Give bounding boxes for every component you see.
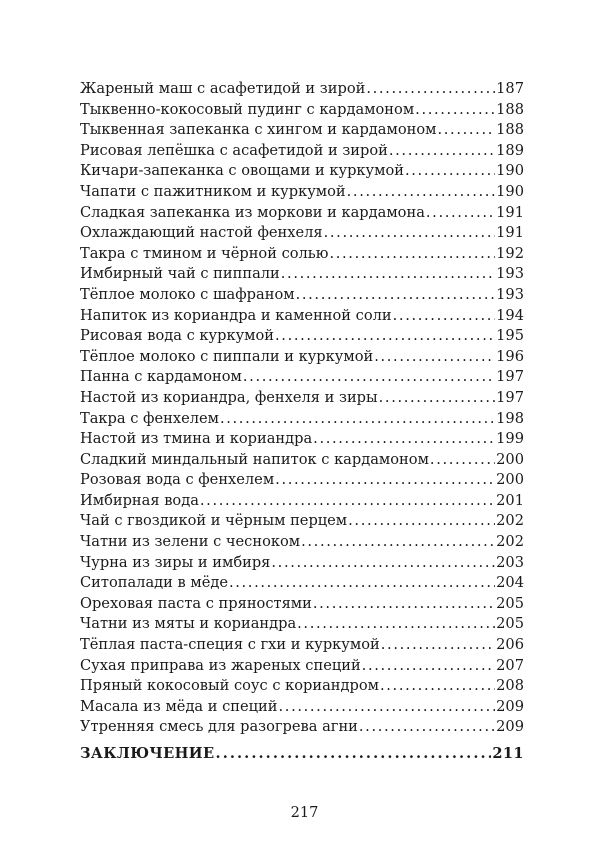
toc-entry xyxy=(80,409,524,430)
toc-entry-title: Сладкая запеканка из моркови и кардамона xyxy=(80,203,425,221)
toc-leader-dots xyxy=(430,450,495,471)
toc-entry-page: 198 xyxy=(496,409,524,427)
toc-entry-page: 190 xyxy=(496,162,524,180)
toc-entry-page: 190 xyxy=(496,182,524,200)
toc-leader-dots xyxy=(393,306,496,327)
toc-entry xyxy=(80,203,524,224)
toc-leader-dots xyxy=(329,244,495,265)
toc-entry-page: 193 xyxy=(496,265,524,283)
toc-entry-page: 200 xyxy=(496,450,524,468)
toc-leader-dots xyxy=(313,594,495,615)
toc-entry-title: Панна с кардамоном xyxy=(80,368,242,386)
toc-entry-page: 193 xyxy=(496,285,524,303)
toc-leader-dots xyxy=(362,656,495,677)
toc-entry-page: 199 xyxy=(496,430,524,448)
toc-entry-page: 201 xyxy=(496,491,524,509)
toc-entry xyxy=(80,326,524,347)
toc-entry xyxy=(80,594,524,615)
toc-entry-page: 191 xyxy=(496,203,524,221)
toc-leader-dots xyxy=(359,717,495,738)
toc-entry-title: Имбирный чай с пиппали xyxy=(80,265,280,283)
toc-entry-page: 188 xyxy=(496,121,524,139)
toc-entry-page: 204 xyxy=(496,574,524,592)
toc-leader-dots xyxy=(275,470,495,491)
toc-entry-title: Тёплое молоко с пиппали и куркумой xyxy=(80,347,374,365)
toc-leader-dots xyxy=(405,161,495,182)
toc-entry-page: 202 xyxy=(496,512,524,530)
toc-leader-dots xyxy=(296,285,496,306)
toc-entry-title: Напиток из кориандра и каменной соли xyxy=(80,306,392,324)
toc-entry xyxy=(80,532,524,553)
toc-entry-title: ЗАКЛЮЧЕНИЕ xyxy=(80,745,215,762)
toc-entry-title: Такра с фенхелем xyxy=(80,409,219,427)
toc-entry-page: 197 xyxy=(496,368,524,386)
toc-entry-conclusion xyxy=(80,744,524,765)
toc-leader-dots xyxy=(348,511,495,532)
toc-leader-dots xyxy=(313,429,495,450)
toc-entry-title: Чапати с пажитником и куркумой xyxy=(80,182,346,200)
toc-entry-title: Сухая приправа из жареных специй xyxy=(80,656,361,674)
toc-entry-title: Масала из мёда и специй xyxy=(80,697,278,715)
toc-entry-page: 208 xyxy=(496,677,524,695)
toc-entry xyxy=(80,141,524,162)
toc-entry xyxy=(80,367,524,388)
toc-entry xyxy=(80,285,524,306)
toc-entry-title: Тёплая паста-специя с гхи и куркумой xyxy=(80,636,380,654)
toc-entry-title: Ореховая паста с пряностями xyxy=(80,594,312,612)
toc-leader-dots xyxy=(200,491,495,512)
toc-entry xyxy=(80,717,524,738)
toc-leader-dots xyxy=(438,120,496,141)
toc-entry-title: Чатни из мяты и кориандра xyxy=(80,615,297,633)
toc-entry-page: 205 xyxy=(496,615,524,633)
toc-entry-title: Чатни из зелени с чесноком xyxy=(80,533,301,551)
toc-entry xyxy=(80,553,524,574)
toc-entry xyxy=(80,120,524,141)
toc-entry-title: Ситопалади в мёде xyxy=(80,574,228,592)
toc-entry-page: 192 xyxy=(496,244,524,262)
toc-entry-title: Настой из тмина и кориандра xyxy=(80,430,313,448)
toc-entry xyxy=(80,347,524,368)
toc-entry xyxy=(80,100,524,121)
toc-entry xyxy=(80,388,524,409)
toc-entry-page: 189 xyxy=(496,141,524,159)
toc-entry xyxy=(80,614,524,635)
toc-entry-page: 196 xyxy=(496,347,524,365)
toc-entry xyxy=(80,264,524,285)
toc-entry-title: Кичари-запеканка с овощами и куркумой xyxy=(80,162,404,180)
toc-entry xyxy=(80,244,524,265)
toc-entry-title: Жареный маш с асафетидой и зирой xyxy=(80,80,366,97)
toc-leader-dots xyxy=(301,532,495,553)
toc-leader-dots xyxy=(381,635,495,656)
table-of-contents xyxy=(80,79,524,738)
toc-entry-title: Розовая вода с фенхелем xyxy=(80,471,275,489)
toc-leader-dots xyxy=(380,676,495,697)
toc-entry-page: 207 xyxy=(496,656,524,674)
toc-entry-title: Имбирная вода xyxy=(80,491,199,509)
toc-entry xyxy=(80,697,524,718)
toc-leader-dots xyxy=(374,347,495,368)
toc-entry-page: 209 xyxy=(496,697,524,715)
toc-entry xyxy=(80,306,524,327)
toc-entry xyxy=(80,470,524,491)
toc-entry-page: 211 xyxy=(492,745,524,762)
toc-entry-page: 205 xyxy=(496,594,524,612)
toc-leader-dots xyxy=(281,264,495,285)
toc-entry-title: Настой из кориандра, фенхеля и зиры xyxy=(80,388,378,406)
toc-entry-title: Тёплое молоко с шафраном xyxy=(80,285,295,303)
toc-entry xyxy=(80,656,524,677)
toc-entry-title: Сладкий миндальный напиток с кардамоном xyxy=(80,450,429,468)
toc-entry-page: 187 xyxy=(496,80,524,97)
toc-leader-dots xyxy=(271,553,495,574)
toc-entry xyxy=(80,79,524,100)
toc-entry-title: Пряный кокосовый соус с кориандром xyxy=(80,677,379,695)
toc-entry-page: 203 xyxy=(496,553,524,571)
toc-entry xyxy=(80,223,524,244)
toc-entry-page: 197 xyxy=(496,388,524,406)
toc-entry-page: 202 xyxy=(496,533,524,551)
page-number: 217 xyxy=(290,804,319,821)
toc-entry-title: Тыквенная запеканка с хингом и кардамоном xyxy=(80,121,437,139)
toc-entry-page: 191 xyxy=(496,224,524,242)
toc-leader-dots xyxy=(297,614,495,635)
toc-entry-title: Рисовая лепёшка с асафетидой и зирой xyxy=(80,141,388,159)
toc-entry xyxy=(80,676,524,697)
toc-entry xyxy=(80,491,524,512)
toc-leader-dots xyxy=(229,573,495,594)
toc-entry-page: 206 xyxy=(496,636,524,654)
toc-entry xyxy=(80,450,524,471)
toc-entry-title: Тыквенно-кокосовый пудинг с кардамоном xyxy=(80,100,415,118)
toc-entry-page: 200 xyxy=(496,471,524,489)
toc-entry xyxy=(80,573,524,594)
toc-leader-dots xyxy=(426,203,495,224)
toc-leader-dots xyxy=(220,409,495,430)
toc-leader-dots xyxy=(275,326,495,347)
toc-entry-title: Чай с гвоздикой и чёрным перцем xyxy=(80,512,348,530)
toc-entry xyxy=(80,635,524,656)
toc-entry xyxy=(80,161,524,182)
toc-entry-page: 188 xyxy=(496,100,524,118)
toc-entry xyxy=(80,182,524,203)
toc-entry-title: Утренняя смесь для разогрева агни xyxy=(80,718,358,736)
toc-leader-dots xyxy=(389,141,495,162)
toc-entry-page: 194 xyxy=(496,306,524,324)
toc-leader-dots xyxy=(279,697,496,718)
toc-entry-title: Охлаждающий настой фенхеля xyxy=(80,224,323,242)
toc-entry xyxy=(80,429,524,450)
toc-leader-dots xyxy=(324,223,496,244)
toc-entry-page: 209 xyxy=(496,718,524,736)
toc-leader-dots xyxy=(415,100,495,121)
toc-leader-dots xyxy=(216,744,492,765)
toc-entry-title: Рисовая вода с куркумой xyxy=(80,327,275,345)
toc-entry-title: Такра с тмином и чёрной солью xyxy=(80,244,329,262)
toc-entry-title: Чурна из зиры и имбиря xyxy=(80,553,271,571)
toc-leader-dots xyxy=(347,182,495,203)
toc-entry-page: 195 xyxy=(496,327,524,345)
toc-leader-dots xyxy=(366,79,495,100)
toc-leader-dots xyxy=(243,367,495,388)
toc-entry xyxy=(80,511,524,532)
toc-leader-dots xyxy=(379,388,496,409)
